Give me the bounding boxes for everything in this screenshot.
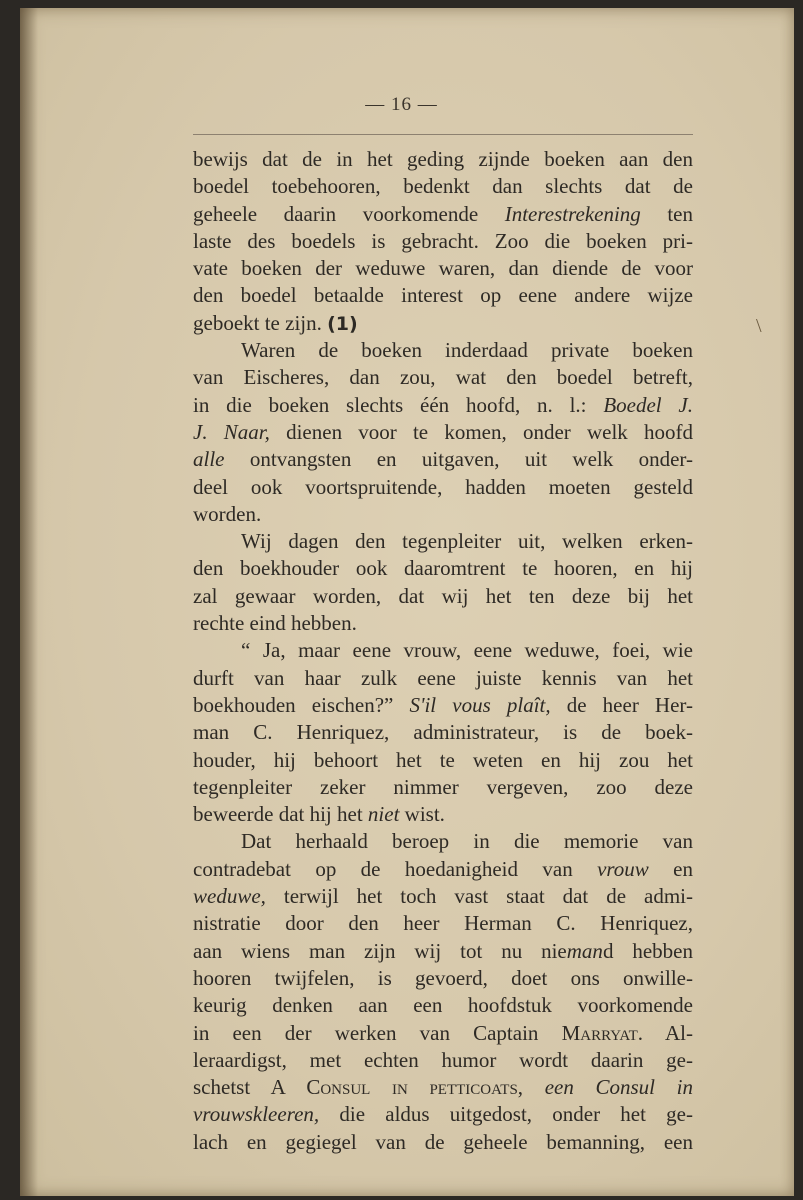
page-gutter-shadow	[20, 8, 38, 1196]
header-rule	[193, 134, 693, 135]
text-line: Dat herhaald beroep in die memorie van	[241, 829, 693, 854]
text-line: geboekt te zijn. (1)	[193, 310, 358, 335]
text-line: keurig denken aan een hoofdstuk voorkomende	[193, 993, 693, 1018]
text-line: Waren de boeken inderdaad private boeken	[241, 338, 693, 363]
text-line: durft van haar zulk eene juiste kennis van het	[193, 665, 693, 690]
text-line: rechte eind hebben.	[193, 611, 357, 636]
text-line: bewijs dat de in het geding zijnde boeken aan den	[193, 147, 693, 171]
text-line: J. Naar, dienen voor te komen, onder welk hoofd	[193, 419, 693, 444]
text-line: in die boeken slechts één hoofd, n. l.: Boedel J.	[193, 392, 693, 417]
text-line: tegenpleiter zeker nimmer vergeven, zoo deze	[193, 774, 693, 799]
text-line: lach en gegiegel van de geheele bemanning, een	[193, 1129, 693, 1154]
text-line: in een der werken van Captain Marryat. Al-	[193, 1020, 693, 1045]
text-line: leraardigst, met echten humor wordt daarin ge-	[193, 1047, 693, 1072]
text-line: boekhouden eischen?” S'il vous plaît, de heer Her-	[193, 692, 693, 717]
text-line: weduwe, terwijl het toch vast staat dat de admi-	[193, 884, 693, 909]
text-line: houder, hij behoort het te weten en hij zou het	[193, 747, 693, 772]
body-text	[193, 146, 693, 1156]
text-line: den boekhouder ook daaromtrent te hooren, en hij	[193, 556, 693, 581]
text-line: alle ontvangsten en uitgaven, uit welk onder-	[193, 447, 693, 472]
text-line: schetst A Consul in petticoats, een Consul in	[193, 1075, 693, 1100]
text-line: geheele daarin voorkomende Interestrekening ten	[193, 201, 694, 226]
text-line: beweerde dat hij het niet wist.	[193, 802, 445, 827]
text-line: vrouwskleeren, die aldus uitgedost, onder het ge-	[193, 1102, 693, 1127]
margin-pencil-mark: \	[756, 315, 762, 337]
text-line: “ Ja, maar eene vrouw, eene weduwe, foei, wie	[241, 638, 693, 663]
text-line: vate boeken der weduwe waren, dan diende de voor	[193, 256, 693, 281]
text-line: contradebat op de hoedanigheid van vrouw en	[193, 856, 694, 881]
text-line: hooren twijfelen, is gevoerd, doet ons onwille-	[193, 965, 693, 990]
text-line: man C. Henriquez, administrateur, is de boek-	[193, 720, 693, 745]
text-line: laste des boedels is gebracht. Zoo die boeken pri-	[193, 228, 693, 253]
text-line: aan wiens man zijn wij tot nu niemand hebben	[193, 938, 693, 963]
text-line: Wij dagen den tegenpleiter uit, welken erken-	[241, 529, 693, 554]
text-line: nistratie door den heer Herman C. Henriquez,	[193, 911, 693, 936]
text-line: van Eischeres, dan zou, wat den boedel betreft,	[193, 365, 693, 390]
page-number: — 16 —	[365, 94, 438, 115]
text-line: worden.	[193, 501, 262, 526]
text-line: zal gewaar worden, dat wij het ten deze bij het	[193, 583, 693, 608]
text-line: boedel toebehooren, bedenkt dan slechts dat de	[193, 174, 693, 199]
text-line: deel ook voortspruitende, hadden moeten gesteld	[193, 474, 693, 499]
text-line: den boedel betaalde interest op eene andere wijze	[193, 283, 693, 308]
